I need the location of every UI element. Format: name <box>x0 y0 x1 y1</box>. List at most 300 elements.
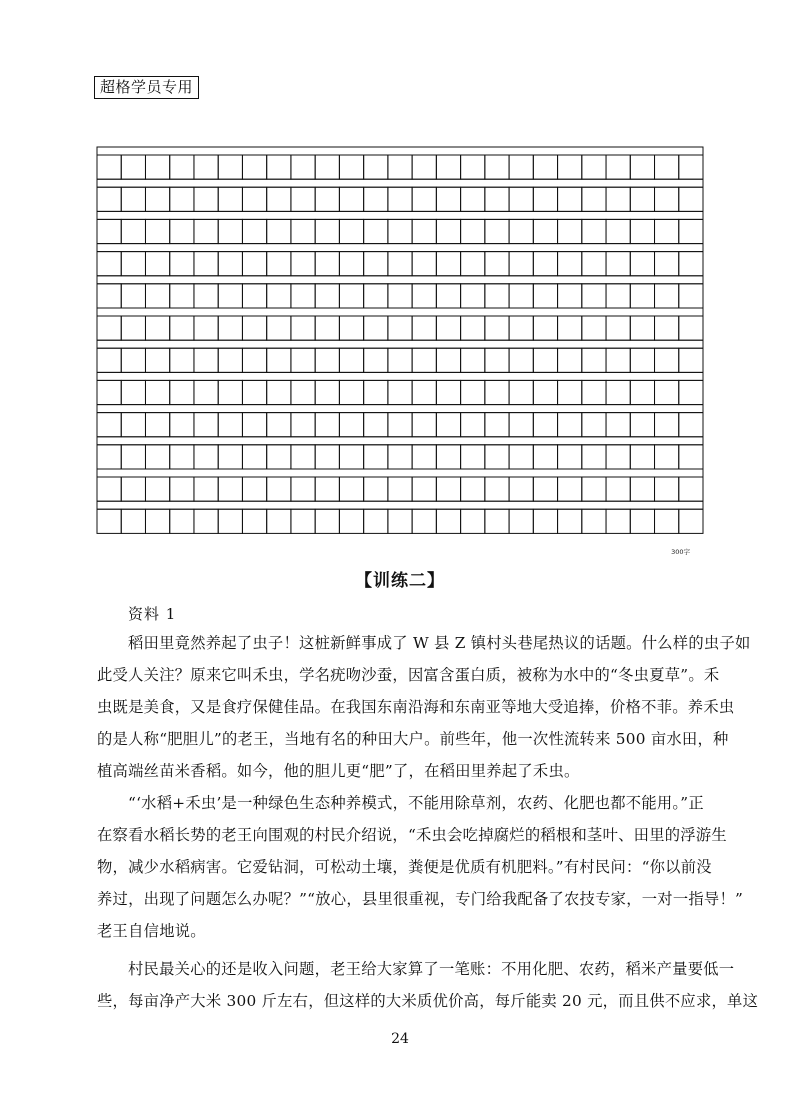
grid-cell <box>655 252 679 276</box>
grid-cell <box>509 477 533 501</box>
grid-cell <box>267 413 291 437</box>
grid-cell <box>533 252 557 276</box>
grid-cell <box>582 187 606 211</box>
grid-cell <box>121 380 145 404</box>
grid-cell <box>630 219 654 243</box>
grid-cell <box>364 380 388 404</box>
grid-cell <box>461 445 485 469</box>
grid-cell <box>242 187 266 211</box>
grid-cell <box>218 348 242 372</box>
grid-cell <box>606 413 630 437</box>
grid-cell <box>558 252 582 276</box>
grid-cell <box>412 187 436 211</box>
grid-cell <box>291 252 315 276</box>
grid-cell <box>679 509 703 533</box>
grid-cell <box>630 348 654 372</box>
grid-cell <box>145 155 169 179</box>
grid-cell <box>388 155 412 179</box>
grid-cell <box>485 316 509 340</box>
grid-cell <box>558 413 582 437</box>
grid-cell <box>339 155 363 179</box>
grid-cell <box>533 155 557 179</box>
grid-cell <box>436 155 460 179</box>
grid-cell <box>509 380 533 404</box>
grid-cell <box>606 445 630 469</box>
grid-cell <box>145 252 169 276</box>
grid-cell <box>655 445 679 469</box>
grid-cell <box>339 316 363 340</box>
grid-cell <box>655 413 679 437</box>
grid-cell <box>121 252 145 276</box>
paragraph-1-line-1: 稻田里竟然养起了虫子！这桩新鲜事成了 W 县 Z 镇村头巷尾热议的话题。什么样的虫子如 <box>128 634 751 652</box>
grid-cell <box>121 219 145 243</box>
grid-cell <box>267 284 291 308</box>
grid-cell <box>630 445 654 469</box>
paragraph-2-line-4: 养过，出现了问题怎么办呢？”“放心，县里很重视，专门给我配备了农技专家，一对一指导！” <box>97 890 744 908</box>
grid-cell <box>606 316 630 340</box>
grid-cell <box>655 509 679 533</box>
grid-cell <box>533 219 557 243</box>
grid-spacer-band <box>97 179 703 187</box>
grid-cell <box>315 187 339 211</box>
grid-cell <box>606 380 630 404</box>
grid-cell <box>267 348 291 372</box>
grid-cell <box>509 187 533 211</box>
grid-cell <box>121 477 145 501</box>
grid-cell <box>218 380 242 404</box>
grid-cell <box>461 477 485 501</box>
grid-cell <box>97 219 121 243</box>
grid-cell <box>679 348 703 372</box>
grid-cell <box>339 219 363 243</box>
grid-cell <box>291 380 315 404</box>
grid-cell <box>485 252 509 276</box>
grid-cell <box>412 348 436 372</box>
grid-cell <box>436 477 460 501</box>
grid-cell <box>339 252 363 276</box>
grid-cell <box>436 316 460 340</box>
grid-cell <box>97 413 121 437</box>
grid-spacer-band <box>97 405 703 413</box>
grid-cell <box>412 284 436 308</box>
grid-spacer-band <box>97 469 703 477</box>
paragraph-1-line-2: 此受人关注？原来它叫禾虫，学名疣吻沙蚕，因富含蛋白质，被称为水中的“冬虫夏草”。禾 <box>97 666 720 684</box>
grid-cell <box>364 219 388 243</box>
grid-spacer-band <box>97 308 703 316</box>
grid-cell <box>364 316 388 340</box>
grid-cell <box>242 284 266 308</box>
grid-cell <box>630 316 654 340</box>
grid-cell <box>339 187 363 211</box>
grid-cell <box>218 316 242 340</box>
grid-cell <box>655 316 679 340</box>
grid-cell <box>461 187 485 211</box>
grid-cell <box>267 155 291 179</box>
grid-cell <box>170 284 194 308</box>
grid-cell <box>582 252 606 276</box>
grid-cell <box>485 413 509 437</box>
grid-cell <box>194 155 218 179</box>
grid-spacer-band <box>97 372 703 380</box>
grid-cell <box>485 380 509 404</box>
grid-cell <box>145 380 169 404</box>
grid-cell <box>558 348 582 372</box>
grid-cell <box>582 155 606 179</box>
grid-cell <box>509 413 533 437</box>
grid-cell <box>315 380 339 404</box>
grid-cell <box>242 252 266 276</box>
grid-cell <box>267 219 291 243</box>
grid-cell <box>170 477 194 501</box>
grid-cell <box>97 252 121 276</box>
grid-cell <box>194 477 218 501</box>
paragraph-1-line-3: 虫既是美食，又是食疗保健佳品。在我国东南沿海和东南亚等地大受追捧，价格不菲。养禾虫 <box>97 698 735 716</box>
grid-cell <box>655 155 679 179</box>
grid-cell <box>194 509 218 533</box>
grid-cell <box>679 284 703 308</box>
grid-cell <box>509 348 533 372</box>
grid-cell <box>218 155 242 179</box>
paragraph-1-line-4: 的是人称“肥胆儿”的老王，当地有名的种田大户。前些年，他一次性流转来 500 亩水田，种 <box>97 730 729 748</box>
grid-cell <box>436 252 460 276</box>
grid-cell <box>388 413 412 437</box>
grid-cell <box>315 316 339 340</box>
grid-cell <box>436 413 460 437</box>
grid-cell <box>533 348 557 372</box>
grid-cell <box>388 316 412 340</box>
grid-cell <box>242 348 266 372</box>
grid-cell <box>291 413 315 437</box>
grid-spacer-band <box>97 340 703 348</box>
grid-cell <box>218 284 242 308</box>
grid-cell <box>242 380 266 404</box>
grid-cell <box>170 509 194 533</box>
grid-cell <box>315 477 339 501</box>
grid-cell <box>339 445 363 469</box>
grid-cell <box>582 219 606 243</box>
paragraph-1-line-5: 植高端丝苗米香稻。如今，他的胆儿更“肥”了，在稻田里养起了禾虫。 <box>97 762 580 780</box>
grid-cell <box>412 509 436 533</box>
grid-cell <box>558 284 582 308</box>
grid-cell <box>194 252 218 276</box>
grid-cell <box>194 187 218 211</box>
grid-cell <box>679 219 703 243</box>
grid-cell <box>97 284 121 308</box>
grid-cell <box>315 155 339 179</box>
grid-cell <box>145 187 169 211</box>
grid-cell <box>388 348 412 372</box>
grid-cell <box>582 380 606 404</box>
grid-cell <box>679 316 703 340</box>
grid-cell <box>388 219 412 243</box>
grid-cell <box>315 284 339 308</box>
grid-cell <box>412 252 436 276</box>
grid-cell <box>97 445 121 469</box>
grid-cell <box>412 155 436 179</box>
grid-cell <box>267 187 291 211</box>
grid-cell <box>121 445 145 469</box>
grid-cell <box>582 477 606 501</box>
grid-cell <box>461 252 485 276</box>
grid-cell <box>606 477 630 501</box>
grid-cell <box>509 155 533 179</box>
grid-cell <box>315 219 339 243</box>
grid-cell <box>170 187 194 211</box>
grid-cell <box>436 187 460 211</box>
grid-cell <box>485 445 509 469</box>
grid-cell <box>582 445 606 469</box>
material-label: 资料 1 <box>128 605 177 623</box>
grid-cell <box>218 219 242 243</box>
grid-cell <box>97 187 121 211</box>
grid-cell <box>679 252 703 276</box>
grid-spacer-band <box>97 501 703 509</box>
grid-cell <box>533 509 557 533</box>
grid-cell <box>412 316 436 340</box>
grid-cell <box>606 187 630 211</box>
grid-cell <box>291 477 315 501</box>
grid-cell <box>364 477 388 501</box>
grid-cell <box>170 445 194 469</box>
paragraph-3-line-2: 些，每亩净产大米 300 斤左右，但这样的大米质优价高，每斤能卖 20 元，而且供不应求，单这 <box>97 992 759 1010</box>
grid-cell <box>339 509 363 533</box>
grid-cell <box>242 477 266 501</box>
grid-cell <box>558 187 582 211</box>
grid-cell <box>412 477 436 501</box>
grid-cell <box>388 445 412 469</box>
grid-cell <box>218 509 242 533</box>
grid-cell <box>364 348 388 372</box>
paragraph-2-line-1: “‘水稻+禾虫’是一种绿色生态种养模式，不能用除草剂，农药、化肥也都不能用。”正 <box>128 794 704 812</box>
grid-cell <box>145 413 169 437</box>
grid-cell <box>461 284 485 308</box>
grid-cell <box>533 413 557 437</box>
grid-cell <box>145 445 169 469</box>
grid-cell <box>461 219 485 243</box>
grid-cell <box>242 219 266 243</box>
grid-cell <box>558 219 582 243</box>
grid-cell <box>558 316 582 340</box>
grid-cell <box>436 509 460 533</box>
grid-cell <box>364 445 388 469</box>
grid-cell <box>582 413 606 437</box>
grid-cell <box>630 187 654 211</box>
grid-cell <box>267 252 291 276</box>
grid-cell <box>606 155 630 179</box>
grid-cell <box>267 445 291 469</box>
grid-cell <box>630 477 654 501</box>
grid-cell <box>485 155 509 179</box>
grid-cell <box>218 187 242 211</box>
grid-cell <box>145 477 169 501</box>
grid-cell <box>630 155 654 179</box>
grid-cell <box>291 155 315 179</box>
grid-cell <box>679 413 703 437</box>
grid-cell <box>388 380 412 404</box>
grid-cell <box>436 380 460 404</box>
grid-cell <box>291 445 315 469</box>
grid-cell <box>194 316 218 340</box>
grid-cell <box>606 219 630 243</box>
grid-cell <box>242 445 266 469</box>
grid-cell <box>170 380 194 404</box>
grid-cell <box>170 155 194 179</box>
grid-cell <box>170 316 194 340</box>
grid-cell <box>364 284 388 308</box>
grid-cell <box>655 219 679 243</box>
grid-cell <box>533 284 557 308</box>
grid-cell <box>485 219 509 243</box>
grid-cell <box>194 284 218 308</box>
grid-spacer-band <box>97 437 703 445</box>
grid-cell <box>461 380 485 404</box>
grid-cell <box>606 284 630 308</box>
grid-cell <box>145 284 169 308</box>
grid-cell <box>97 348 121 372</box>
grid-cell <box>655 380 679 404</box>
grid-spacer-band <box>97 276 703 284</box>
grid-cell <box>291 348 315 372</box>
grid-spacer-band <box>97 147 703 155</box>
grid-cell <box>630 509 654 533</box>
grid-cell <box>679 155 703 179</box>
grid-cell <box>558 155 582 179</box>
grid-cell <box>145 316 169 340</box>
grid-cell <box>558 380 582 404</box>
grid-cell <box>436 219 460 243</box>
grid-cell <box>218 445 242 469</box>
grid-cell <box>364 252 388 276</box>
grid-cell <box>145 348 169 372</box>
grid-cell <box>461 348 485 372</box>
grid-cell <box>97 316 121 340</box>
grid-cell <box>630 413 654 437</box>
grid-cell <box>121 155 145 179</box>
grid-cell <box>388 477 412 501</box>
grid-cell <box>679 477 703 501</box>
paragraph-2-line-2: 在察看水稻长势的老王向围观的村民介绍说，“禾虫会吃掉腐烂的稻根和茎叶、田里的浮游生 <box>97 826 727 844</box>
grid-cell <box>121 509 145 533</box>
paragraph-3-line-1: 村民最关心的还是收入问题，老王给大家算了一笔账：不用化肥、农药，稻米产量要低一 <box>128 960 735 978</box>
grid-spacer-band <box>97 211 703 219</box>
grid-cell <box>291 187 315 211</box>
paragraph-2-line-5: 老王自信地说。 <box>97 922 206 940</box>
grid-cell <box>242 413 266 437</box>
grid-cell <box>630 380 654 404</box>
section-heading: 【训练二】 <box>355 571 445 591</box>
grid-cell <box>558 477 582 501</box>
grid-cell <box>388 509 412 533</box>
grid-cell <box>533 187 557 211</box>
grid-cell <box>145 509 169 533</box>
grid-cell <box>436 445 460 469</box>
grid-cell <box>315 252 339 276</box>
grid-cell <box>291 509 315 533</box>
grid-cell <box>194 219 218 243</box>
grid-cell <box>606 252 630 276</box>
grid-cell <box>485 284 509 308</box>
grid-cell <box>242 509 266 533</box>
grid-cell <box>170 252 194 276</box>
grid-cell <box>315 348 339 372</box>
grid-cell <box>461 413 485 437</box>
grid-cell <box>533 477 557 501</box>
grid-cell <box>606 348 630 372</box>
grid-cell <box>97 509 121 533</box>
grid-cell <box>194 413 218 437</box>
grid-cell <box>558 445 582 469</box>
grid-cell <box>97 477 121 501</box>
grid-cell <box>291 316 315 340</box>
grid-cell <box>121 316 145 340</box>
grid-cell <box>412 445 436 469</box>
grid-cell <box>655 187 679 211</box>
grid-cell <box>242 316 266 340</box>
grid-cell <box>315 413 339 437</box>
grid-cell <box>242 155 266 179</box>
grid-cell <box>461 509 485 533</box>
grid-cell <box>509 509 533 533</box>
grid-cell <box>655 477 679 501</box>
grid-cell <box>364 413 388 437</box>
grid-cell <box>655 284 679 308</box>
grid-cell <box>315 445 339 469</box>
grid-cell <box>412 380 436 404</box>
grid-cell <box>364 509 388 533</box>
grid-cell <box>412 219 436 243</box>
grid-cell <box>582 284 606 308</box>
grid-cell <box>533 445 557 469</box>
grid-cell <box>436 284 460 308</box>
grid-cell <box>509 219 533 243</box>
grid-cell <box>606 509 630 533</box>
grid-cell <box>630 284 654 308</box>
grid-cell <box>170 413 194 437</box>
grid-cell <box>679 187 703 211</box>
grid-cell <box>388 252 412 276</box>
page-number: 24 <box>391 1031 409 1047</box>
grid-cell <box>582 509 606 533</box>
grid-cell <box>485 187 509 211</box>
grid-cell <box>145 219 169 243</box>
grid-cell <box>436 348 460 372</box>
grid-cell <box>121 413 145 437</box>
grid-cell <box>533 316 557 340</box>
grid-spacer-band <box>97 244 703 252</box>
grid-cell <box>655 348 679 372</box>
grid-cell <box>170 219 194 243</box>
grid-cell <box>461 155 485 179</box>
grid-word-count-note: 300字 <box>671 548 690 556</box>
grid-cell <box>315 509 339 533</box>
grid-cell <box>170 348 194 372</box>
grid-cell <box>461 316 485 340</box>
grid-cell <box>267 477 291 501</box>
grid-cell <box>388 187 412 211</box>
grid-cell <box>339 348 363 372</box>
grid-cell <box>509 316 533 340</box>
grid-cell <box>388 284 412 308</box>
grid-cell <box>97 155 121 179</box>
grid-cell <box>485 477 509 501</box>
grid-cell <box>291 219 315 243</box>
grid-cell <box>364 187 388 211</box>
grid-cell <box>509 445 533 469</box>
grid-cell <box>339 284 363 308</box>
grid-cell <box>412 413 436 437</box>
grid-cell <box>218 252 242 276</box>
grid-cell <box>218 477 242 501</box>
